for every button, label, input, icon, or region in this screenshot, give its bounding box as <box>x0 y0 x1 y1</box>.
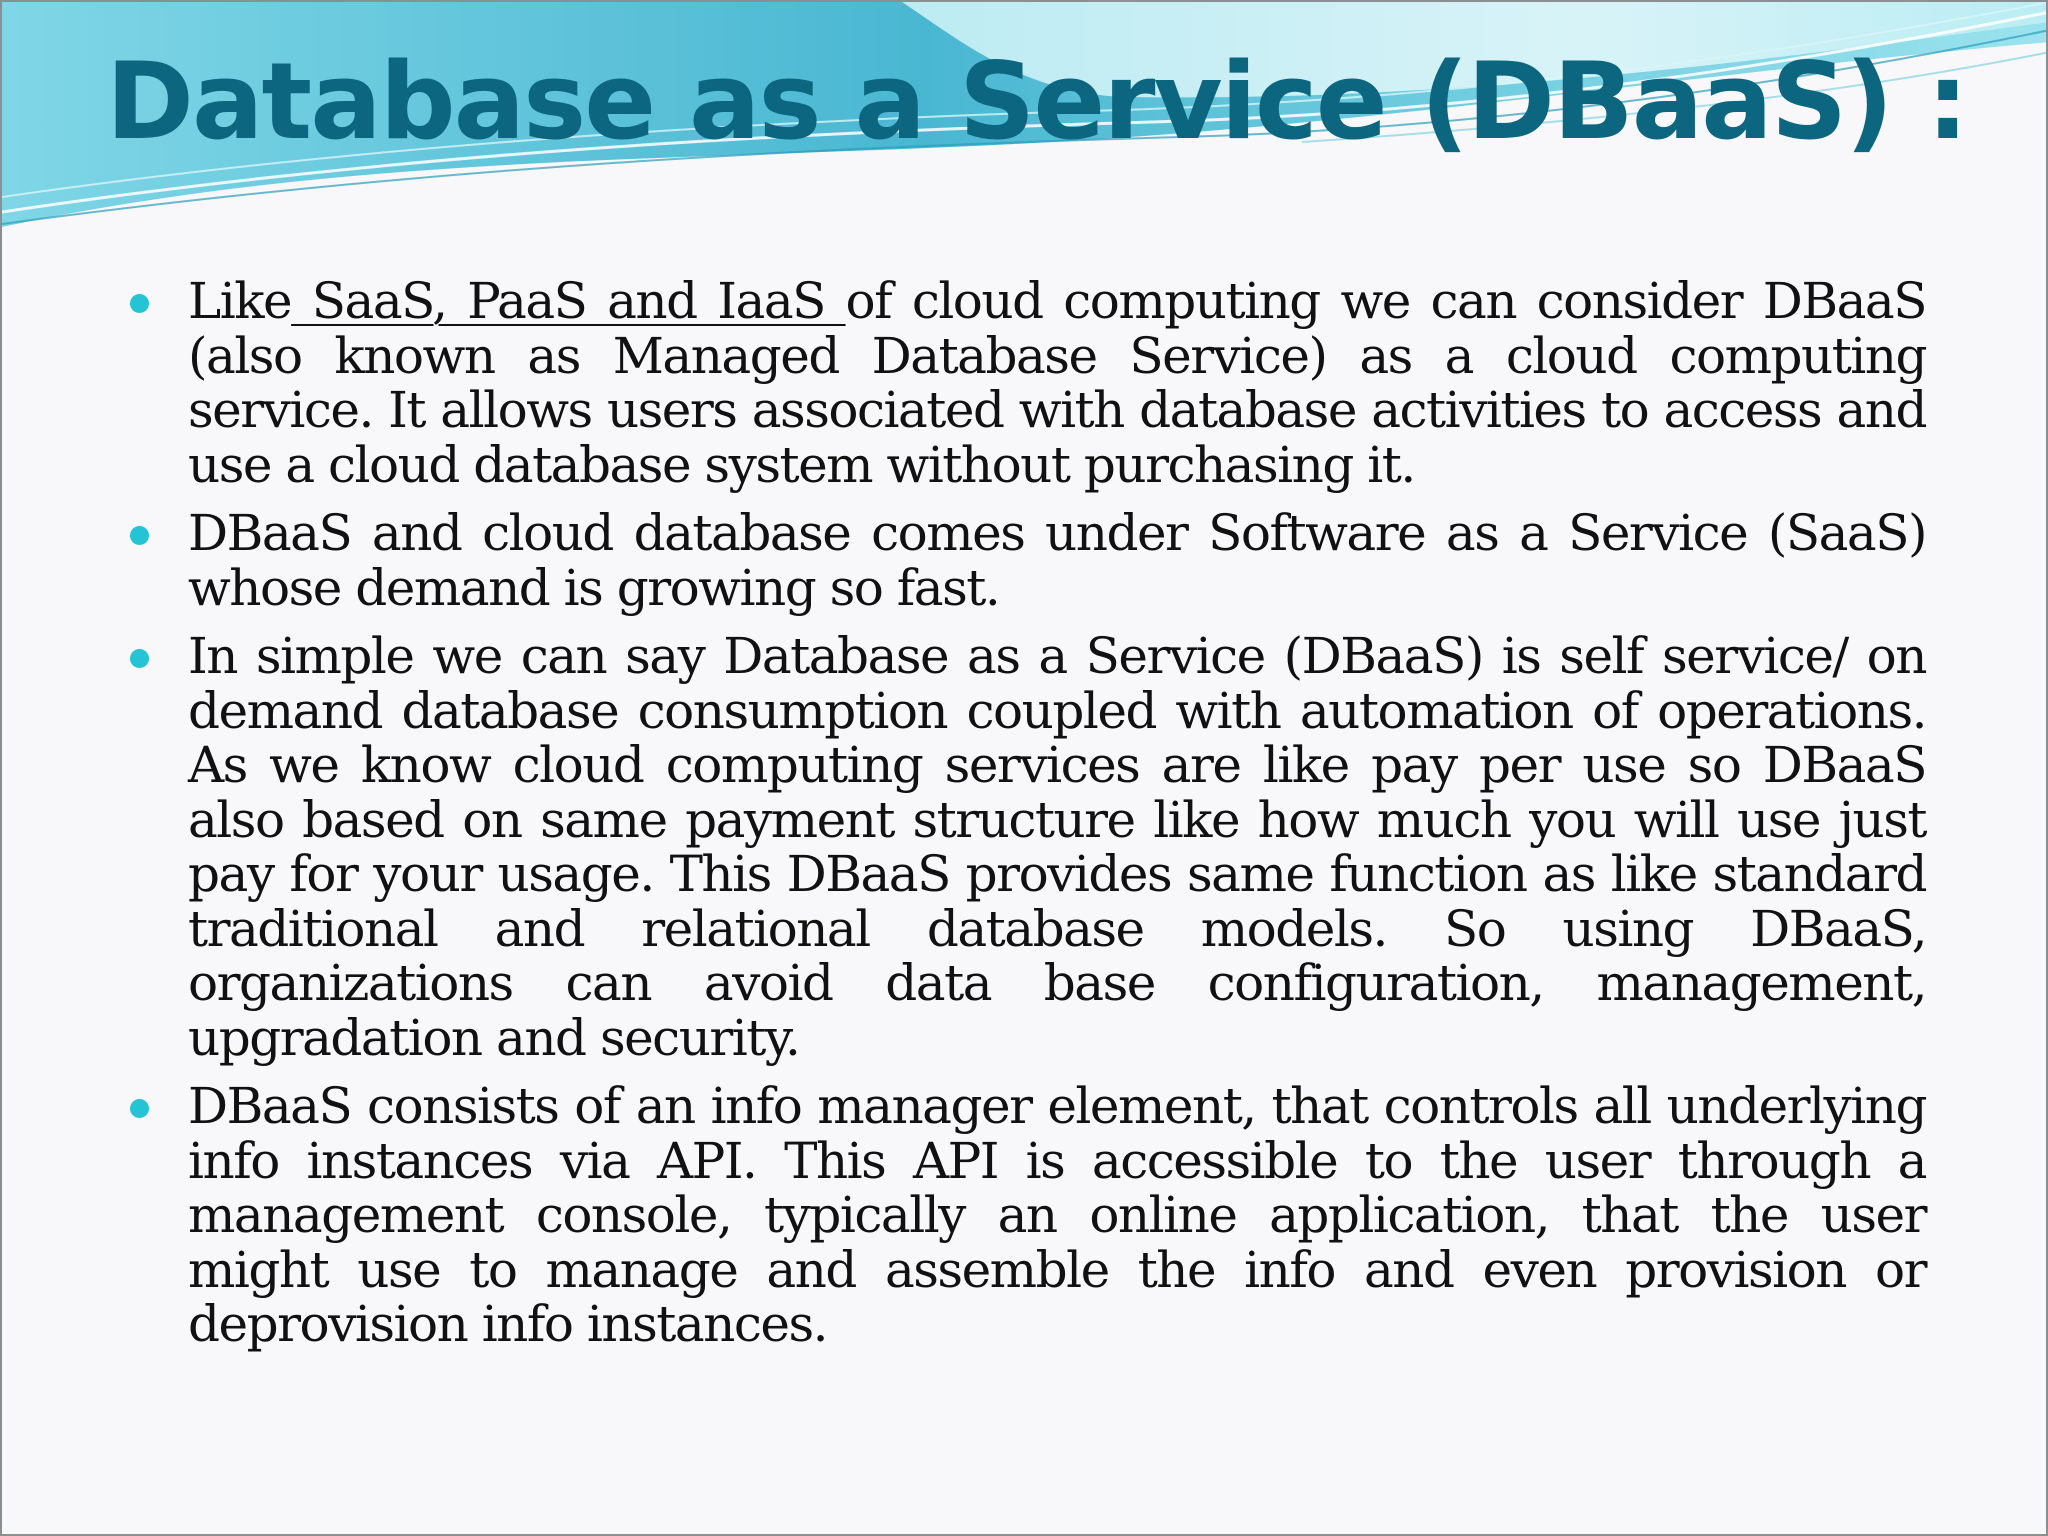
bullet-dot-icon <box>130 526 149 545</box>
bullet-item <box>126 506 1926 615</box>
bullet-text-lead: Like <box>188 272 292 330</box>
underlined-service-models: SaaS, PaaS and IaaS <box>291 272 846 330</box>
bullet-item <box>126 629 1926 1065</box>
bullet-dot-icon <box>130 294 149 313</box>
bullet-dot-icon <box>130 649 149 668</box>
bullet-text: DBaaS and cloud database comes under Software as a Service (SaaS) whose demand is growing so fast. <box>188 504 1926 617</box>
slide-title: Database as a Service (DBaaS) : <box>106 40 1967 163</box>
bullet-text: DBaaS consists of an info manager element, that controls all underlying info instances via API. This API is accessible to the user through a management console, typically an online application, that the user might use to manage and assemble the info and even provision or deprovision info instances. <box>188 1077 1926 1353</box>
bullet-text: In simple we can say Database as a Service (DBaaS) is self service/ on demand database consumption coupled with automation of operations. As we know cloud computing services are like pay per use so DBaaS also based on same payment structure like how much you will use just pay for your usage. This DBaaS provides same function as like standard traditional and relational database models. So using DBaaS, organizations can avoid data base configuration, management, upgradation and security. <box>188 627 1926 1067</box>
bullet-text <box>188 274 1926 492</box>
bullet-dot-icon <box>130 1099 149 1118</box>
bullet-text-rest: of cloud computing we can consider DBaaS (also known as Managed Database Service) as a cloud computing service. It allows users associated with database activities to access and use a cloud database system without purchasing it. <box>188 272 1926 494</box>
bullet-list <box>126 274 1926 1366</box>
bullet-item <box>126 274 1926 492</box>
bullet-item <box>126 1079 1926 1352</box>
